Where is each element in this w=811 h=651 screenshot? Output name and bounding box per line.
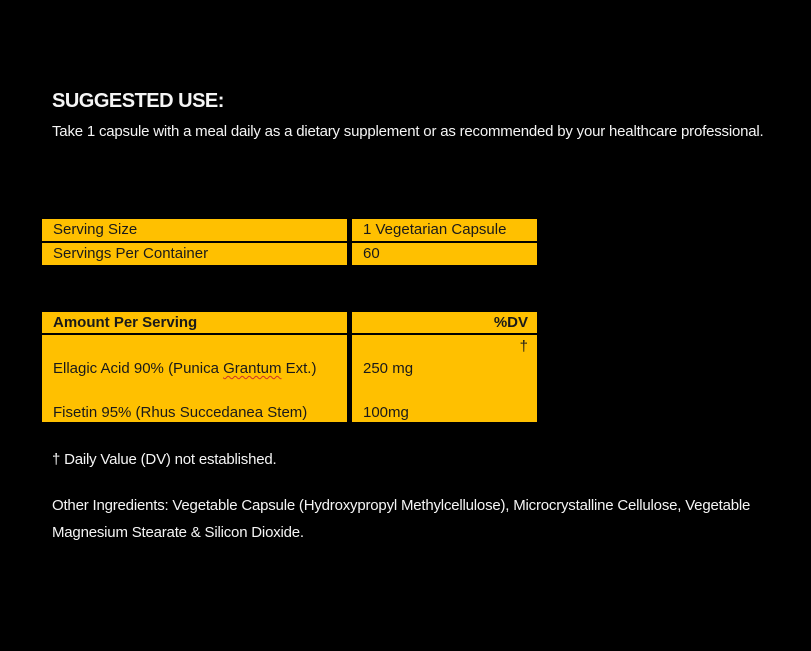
- ingredient-spacer-line: [53, 380, 338, 402]
- servings-per-container-value: 60: [352, 243, 537, 265]
- ingredient-name-part: Ellagic Acid 90% (Punica: [53, 360, 224, 377]
- amount-ellagic-acid: 250 mg: [363, 360, 414, 377]
- ingredient-fisetin: Fisetin 95% (Rhus Succedanea Stem): [53, 404, 308, 421]
- ingredient-spacer-line: [53, 336, 338, 358]
- ingredient-column: [42, 335, 347, 422]
- misspelled-word: Grantum: [223, 360, 282, 377]
- amount-per-serving-table: [42, 312, 537, 422]
- ingredient-ellagic-acid: [53, 358, 338, 380]
- amount-header-label: Amount Per Serving: [42, 312, 347, 333]
- servings-per-container-label: Servings Per Container: [42, 243, 347, 265]
- dv-header-label: %DV: [352, 312, 537, 333]
- other-ingredients-text: Other Ingredients: Vegetable Capsule (Hydroxypropyl Methylcellulose), Microcrystalline Cellulose, Vegetable Magnesium Stearate & Silicon Dioxide.: [52, 497, 751, 541]
- amount-column: [352, 335, 537, 422]
- amount-fisetin: 100mg: [363, 404, 409, 421]
- suggested-use-heading: SUGGESTED USE:: [52, 90, 224, 112]
- daily-value-footnote: † Daily Value (DV) not established.: [52, 451, 277, 468]
- serving-info-table: [42, 219, 537, 265]
- suggested-use-text: Take 1 capsule with a meal daily as a dietary supplement or as recommended by your healthcare professional.: [52, 123, 764, 140]
- serving-size-value: 1 Vegetarian Capsule: [352, 219, 537, 241]
- amount-spacer-line: [363, 380, 528, 402]
- dagger-symbol: †: [519, 338, 528, 355]
- ingredient-name-part: Ext.): [281, 360, 317, 377]
- serving-size-label: Serving Size: [42, 219, 347, 241]
